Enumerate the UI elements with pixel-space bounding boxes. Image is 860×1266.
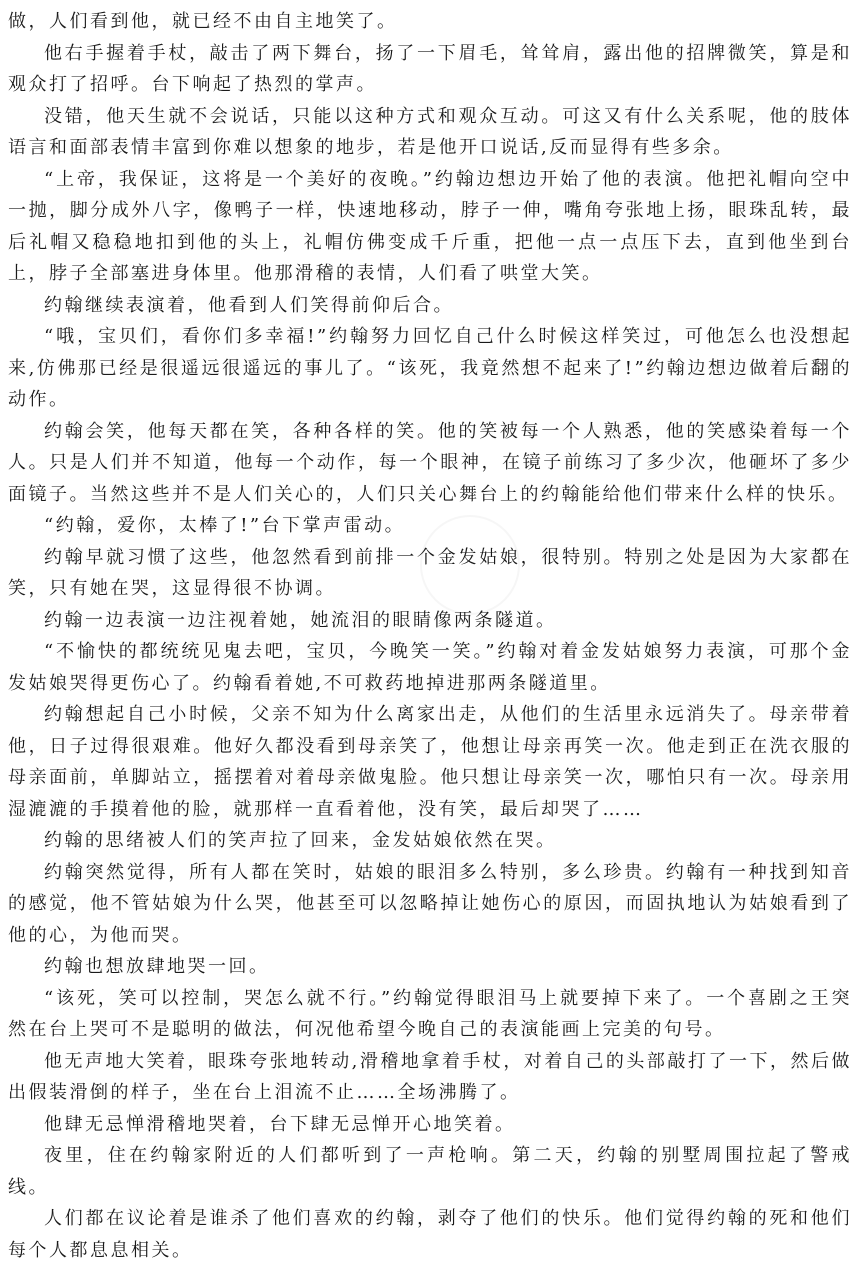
paragraph-18: 他肆无忌惮滑稽地哭着，台下肆无忌惮开心地笑着。 — [44, 1113, 516, 1135]
paragraph-20: 人们都在议论着是谁杀了他们喜欢的约翰，剥夺了他们的快乐。他们觉得约翰的死和他们每个人都息息相关。 — [8, 1208, 852, 1261]
paragraph-2: 他右手握着手杖，敲击了两下舞台，扬了一下眉毛，耸耸肩，露出他的招牌微笑，算是和观众打了招呼。台下响起了热烈的掌声。 — [8, 42, 852, 95]
paragraph-5: 约翰继续表演着，他看到人们笑得前仰后合。 — [44, 294, 454, 316]
paragraph-17: 他无声地大笑着，眼珠夸张地转动,滑稽地拿着手杖，对着自己的头部敲打了一下，然后做出假装滑倒的样子，坐在台上泪流不止……全场沸腾了。 — [8, 1050, 852, 1103]
paragraph-15: 约翰也想放肆地哭一回。 — [44, 956, 270, 977]
paragraph-7: 约翰会笑，他每天都在笑，各种各样的笑。他的笑被每一个人熟悉，他的笑感染着每一个人。只是人们并不知道，他每一个动作，每一个眼神，在镜子前练习了多少次，他砸坏了多少面镜子。当然这些并不是人们关心的，人们只关心舞台上的约翰能给他们带来什么样的快乐。 — [8, 420, 852, 505]
paragraph-4: “上帝，我保证，这将是一个美好的夜晚。”约翰边想边开始了他的表演。他把礼帽向空中一抛，脚分成外八字，像鸭子一样，快速地移动，脖子一伸，嘴角夸张地上扬，眼珠乱转，最后礼帽又稳稳地扣到他的头上，礼帽仿佛变成千斤重，把他一点一点压下去，直到他坐到台上，脖子全部塞进身体里。他那滑稽的表情，人们看了哄堂大笑。 — [8, 168, 852, 284]
paragraph-8: “约翰，爱你，太棒了!”台下掌声雷动。 — [44, 515, 406, 536]
paragraph-6: “哦，宝贝们，看你们多幸福!”约翰努力回忆自己什么时候这样笑过，可他怎么也没想起来,仿佛那已经是很遥远很遥远的事儿了。“该死，我竟然想不起来了!”约翰边想边做着后翻的动作。 — [8, 326, 852, 410]
paragraph-14: 约翰突然觉得，所有人都在笑时，姑娘的眼泪多么特别，多么珍贵。约翰有一种找到知音的感觉，他不管姑娘为什么哭，他甚至可以忽略掉让她伤心的原因，而固执地认为姑娘看到了他的心，为他而哭。 — [8, 861, 852, 946]
paragraph-10: 约翰一边表演一边注视着她，她流泪的眼睛像两条隧道。 — [44, 609, 557, 631]
paragraph-16: “该死，笑可以控制，哭怎么就不行。”约翰觉得眼泪马上就要掉下来了。一个喜剧之王突然在台上哭可不是聪明的做法，何况他希望今晚自己的表演能画上完美的句号。 — [8, 987, 852, 1040]
paragraph-13: 约翰的思绪被人们的笑声拉了回来，金发姑娘依然在哭。 — [44, 830, 557, 851]
paragraph-19: 夜里，住在约翰家附近的人们都听到了一声枪响。第二天，约翰的别墅周围拉起了警戒线。 — [8, 1145, 852, 1198]
paragraph-3: 没错，他天生就不会说话，只能以这种方式和观众互动。可这又有什么关系呢，他的肢体语言和面部表情丰富到你难以想象的地步，若是他开口说话,反而显得有些多余。 — [8, 105, 852, 158]
paragraph-1: 做，人们看到他，就已经不由自主地笑了。 — [8, 11, 398, 32]
paragraph-11: “不愉快的都统统见鬼去吧，宝贝，今晚笑一笑。”约翰对着金发姑娘努力表演，可那个金发姑娘哭得更伤心了。约翰看着她,不可救药地掉进那两条隧道里。 — [8, 641, 852, 694]
paragraph-12: 约翰想起自己小时候，父亲不知为什么离家出走，从他们的生活里永远消失了。母亲带着他，日子过得很艰难。他好久都没看到母亲笑了，他想让母亲再笑一次。他走到正在洗衣服的母亲面前，单脚站立，摇摆着对着母亲做鬼脸。他只想让母亲笑一次，哪怕只有一次。母亲用湿漉漉的手摸着他的脸，就那样一直看着他，没有笑，最后却哭了…… — [8, 704, 852, 820]
paragraph-9: 约翰早就习惯了这些，他忽然看到前排一个金发姑娘，很特别。特别之处是因为大家都在笑，只有她在哭，这显得很不协调。 — [8, 546, 852, 599]
